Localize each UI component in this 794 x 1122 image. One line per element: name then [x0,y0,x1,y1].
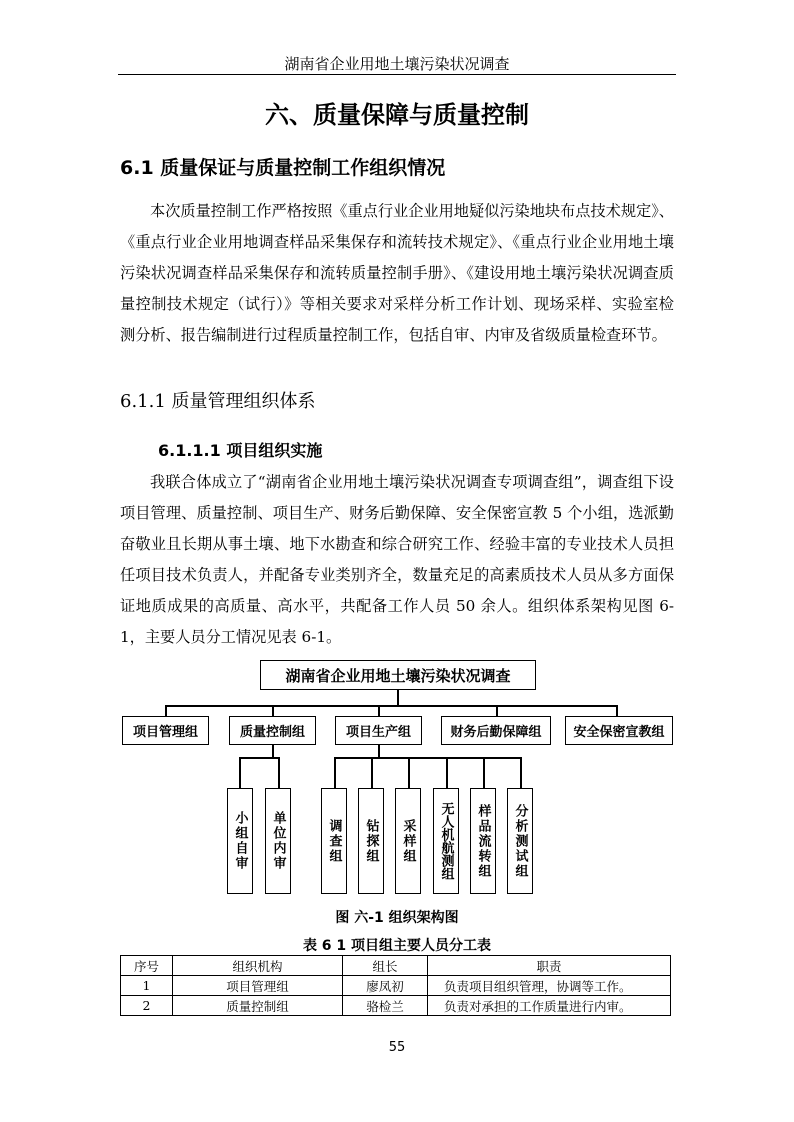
header-organization: 组织机构 [173,956,343,976]
connector-quality [272,705,274,716]
production-child-analysis: 分析测试组 [507,788,533,894]
quality-drop-2 [278,757,280,788]
group-finance-box: 财务后勤保障组 [441,716,551,745]
header-leader: 组长 [343,956,428,976]
connector-security [616,705,618,716]
production-child-sampling: 采样组 [395,788,421,894]
page-number: 55 [388,1040,406,1055]
table-header-row [121,956,671,976]
cell-organization: 项目管理组 [173,976,343,996]
paragraph-organization: 我联合体成立了“湖南省企业用地土壤污染状况调查专项调查组”，调查组下设项目管理、质量控制、项目生产、财务后勤保障、安全保密宣教 5 个小组，选派勤奋敬业且长期从事土壤、地下水勘查和综合研究工作、经验丰富的专业技术人员担任项目技术负责人，并配备专业类别齐全，数量充足的高素质技术人员从多方面保证地质成果的高质量、高水平，共配备工作人员 50 余人。组织体系架构见图 6-1，主要人员分工情况见表 6-1。 [120,473,674,646]
connector-management [165,705,167,716]
paragraph-quality-basis: 本次质量控制工作严格按照《重点行业企业用地疑似污染地块布点技术规定》、《重点行业企业用地调查样品采集保存和流转技术规定》、《重点行业企业用地土壤污染状况调查样品采集保存和流转质量控制手册》、《建设用地土壤污染状况调查质量控制技术规定（试行）》等相关要求对采样分析工作计划、现场采样、实验室检测分析、报告编制进行过程质量控制工作，包括自审、内审及省级质量检查环节。 [120,202,674,344]
production-bus [334,757,521,759]
production-drop-4 [446,757,448,788]
cell-duty: 负责对承担的工作质量进行内审。 [428,996,671,1016]
group-production-box: 项目生产组 [335,716,422,745]
quality-drop-1 [239,757,241,788]
production-drop-6 [520,757,522,788]
production-drop-2 [371,757,373,788]
table-row [121,996,671,1016]
chapter-title: 六、质量保障与质量控制 [265,101,529,129]
figure-caption: 图 六-1 组织架构图 [335,910,459,926]
connector-production [378,705,380,716]
header-index: 序号 [121,956,173,976]
cell-organization: 质量控制组 [173,996,343,1016]
section-title-6-1: 6.1 质量保证与质量控制工作组织情况 [120,157,446,179]
staff-table [120,955,671,1016]
quality-down [272,744,274,758]
section-title-6-1-1-1: 6.1.1.1 项目组织实施 [158,441,323,460]
header-duty: 职责 [428,956,671,976]
table-row [121,976,671,996]
production-drop-1 [334,757,336,788]
production-drop-3 [408,757,410,788]
production-child-drone: 无人机航测组 [433,788,459,894]
group-security-box: 安全保密宣教组 [565,716,673,745]
section-title-6-1-1: 6.1.1 质量管理组织体系 [120,391,316,412]
production-down [378,744,380,758]
table-caption: 表 6 1 项目组主要人员分工表 [302,938,492,954]
cell-leader: 廖凤初 [343,976,428,996]
production-child-survey: 调查组 [321,788,347,894]
group-management-box: 项目管理组 [122,716,209,745]
production-child-drilling: 钻探组 [358,788,384,894]
production-child-transfer: 样品流转组 [470,788,496,894]
cell-index: 2 [121,996,173,1016]
cell-leader: 骆检兰 [343,996,428,1016]
quality-child-self-review: 小组自审 [227,788,253,894]
production-drop-5 [483,757,485,788]
quality-bus [239,757,279,759]
cell-duty: 负责项目组织管理，协调等工作。 [428,976,671,996]
org-root-box: 湖南省企业用地土壤污染状况调查 [260,660,536,690]
groups-bus [165,705,617,707]
quality-child-unit-review: 单位内审 [265,788,291,894]
connector-finance [496,705,498,716]
running-header: 湖南省企业用地土壤污染状况调查 [284,55,510,73]
root-connector [397,689,399,706]
group-quality-box: 质量控制组 [229,716,316,745]
header-rule [118,74,676,75]
cell-index: 1 [121,976,173,996]
